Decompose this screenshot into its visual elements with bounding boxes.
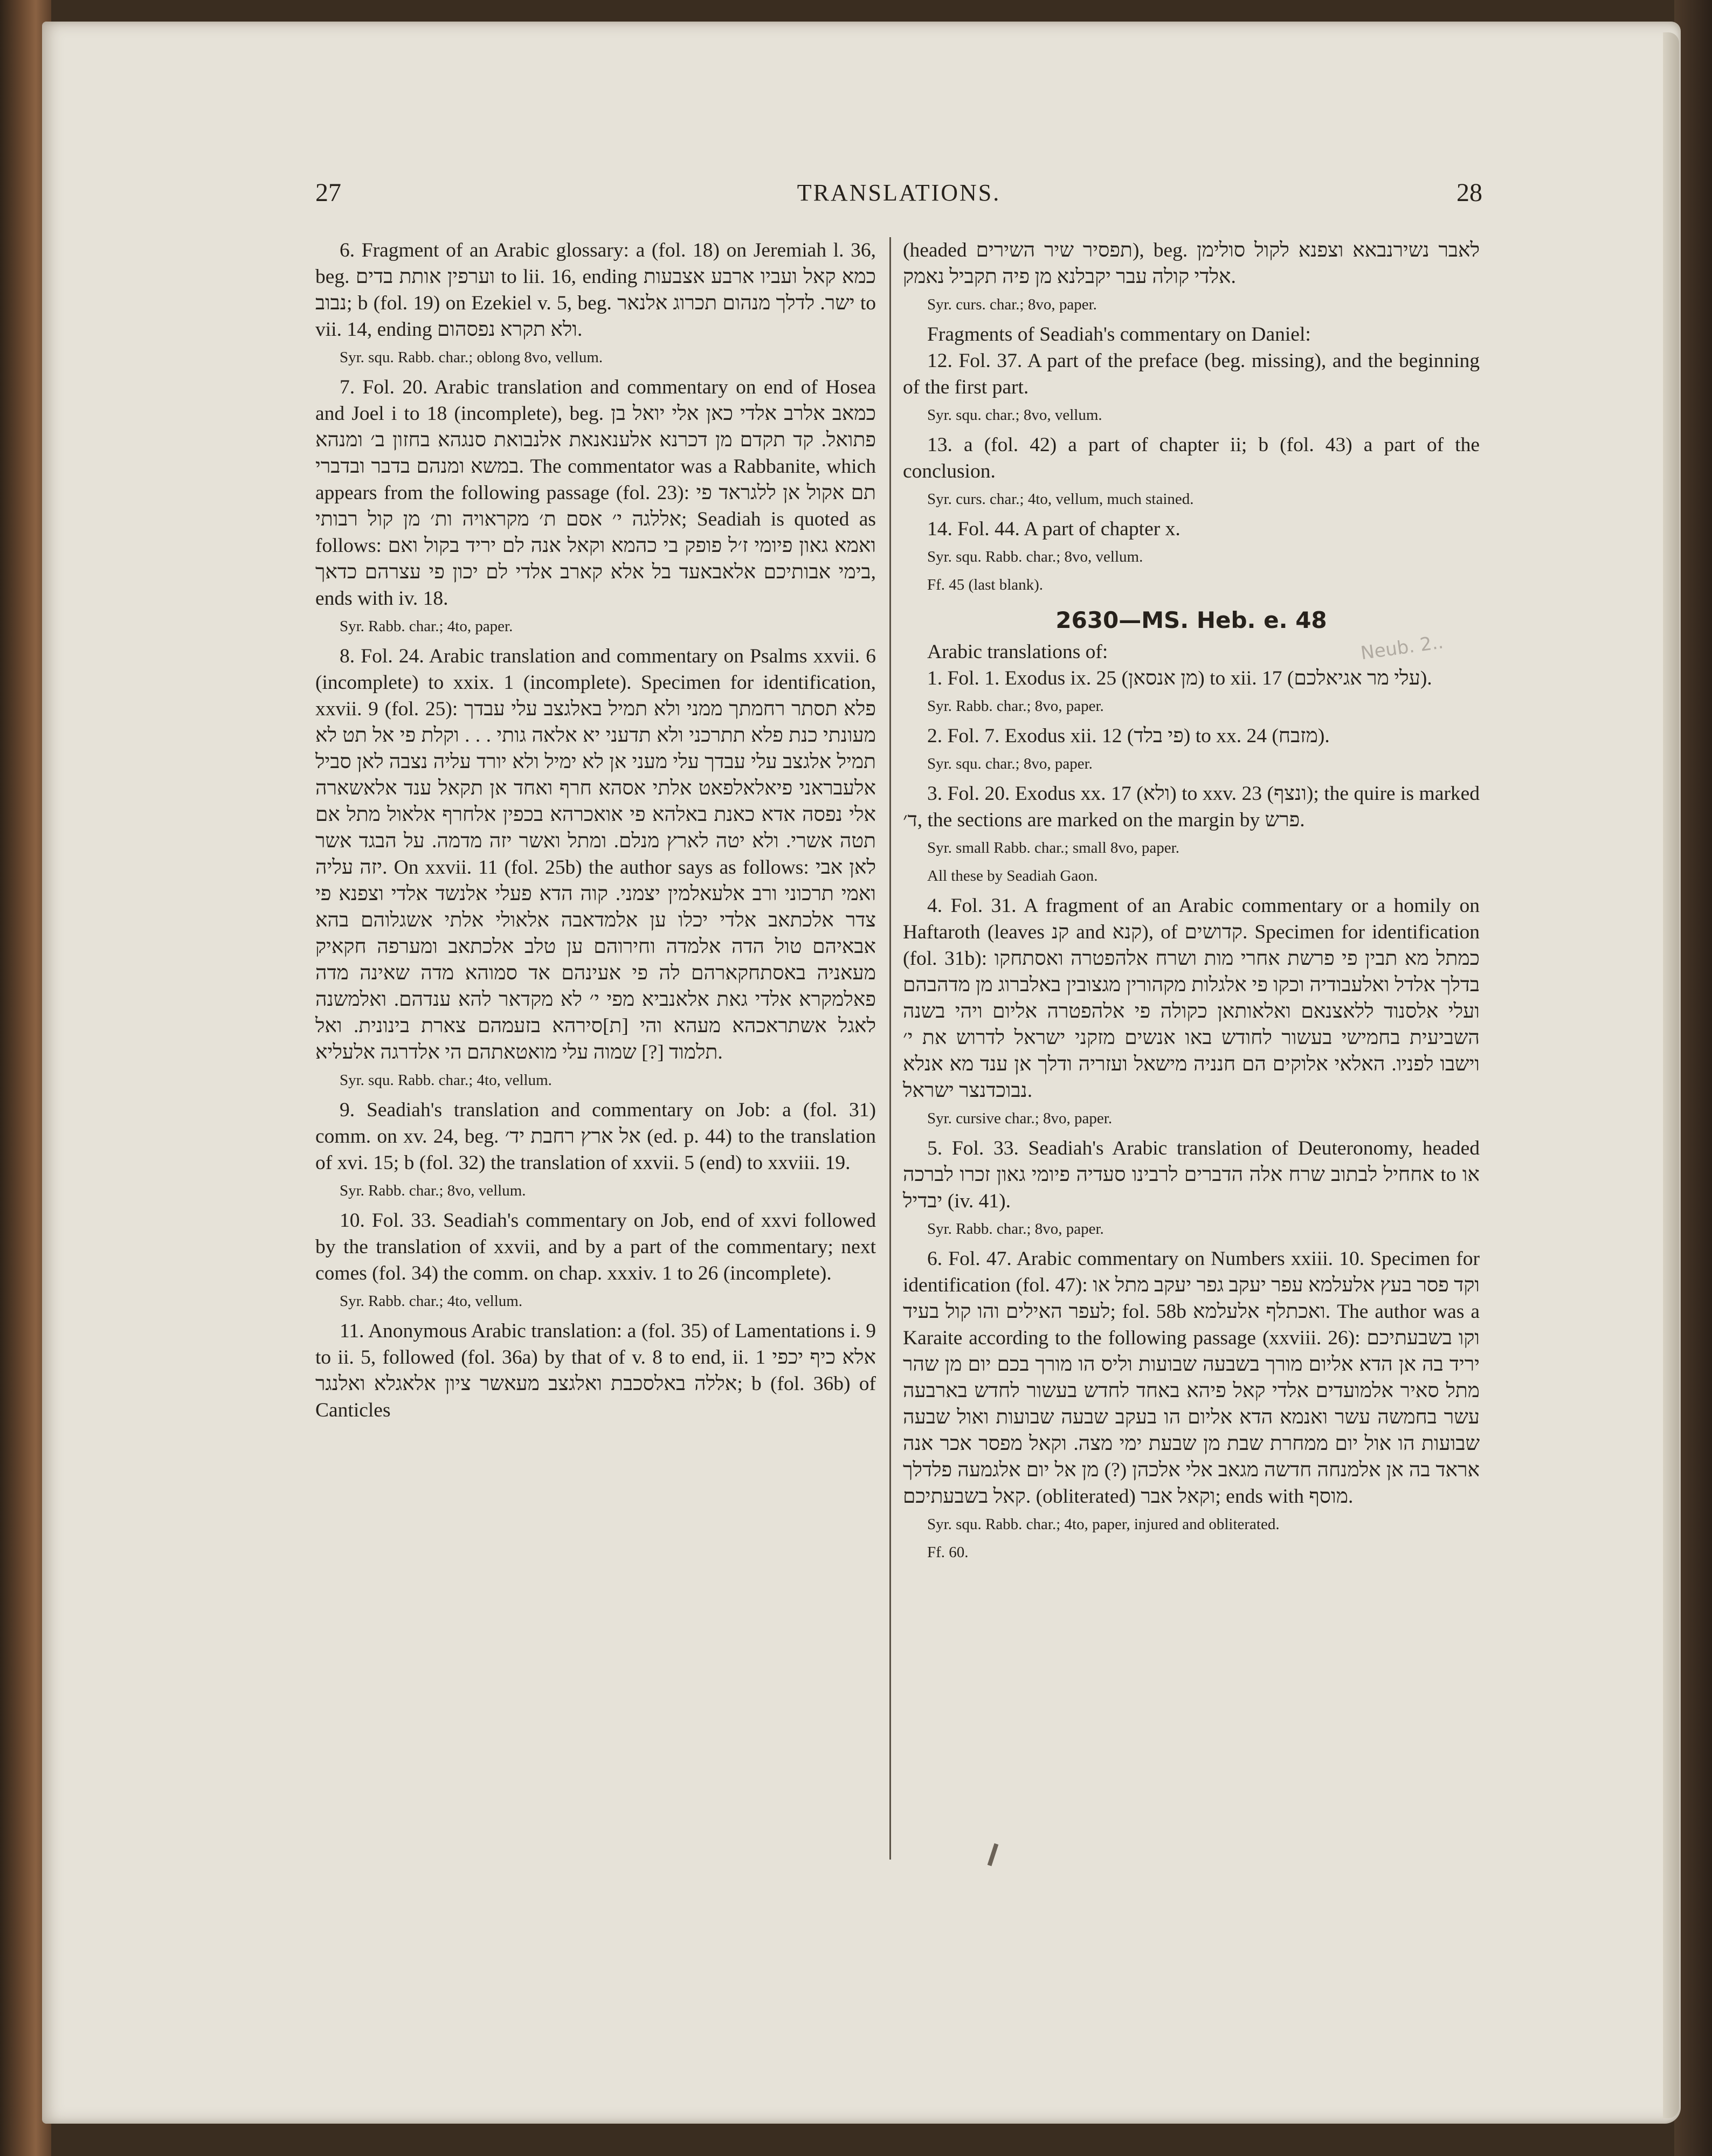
right-column bbox=[903, 237, 1480, 1569]
ms-entry-6 bbox=[903, 1246, 1480, 1564]
entry-text: 6. Fragment of an Arabic glossary: a (fol. 18) on Jeremiah l. 36, beg. וערפין אותת בדים to lii. 16, ending כמא קאל ועביו ארבע אצבעות נבוב; b (fol. 19) on Ezekiel v. 5, beg. ישר. לדלך מנהום תכרוג אלנאר to vii. 14, ending ולא תקרא נפסהום. bbox=[315, 239, 876, 341]
entry-text: 7. Fol. 20. Arabic translation and commentary on end of Hosea and Joel i to 18 (incomplete), beg. כמאב אלרב אלדי כאן אלי יואל בן פתואל. קד תקדם מן דכרנא אלענאנאת אלנבואת סנגהא בחזון ב׳ ומנהא במשא ומנהם בדבר ובדברי. The commentator was a Rabbanite, which appears from the following passage (fol. 23): תם אקול אן ללגראד פי אללגה י׳ אסם ת׳ מקראויה ות׳ מן קול רבותי; Seadiah is quoted as follows: ואמא גאון פיומי ז׳ל פופק בי כהמא וקאל אנה לם יריד בקול ואם בימי אבותיכם אלאבאעד בל אלא קארב אלדי לם יכון פי עצרהם כדאך, ends with iv. 18. bbox=[315, 376, 876, 610]
entry-note: Syr. Rabb. char.; 4to, vellum. bbox=[340, 1293, 523, 1310]
entry-text: 8. Fol. 24. Arabic translation and commentary on Psalms xxvii. 6 (incomplete) to xxix. 1 (incomplete). Specimen for identification, xxvii. 9 (fol. 25): פלא תסתר רחמתך ממני ולא תמיל באלגצב עלי עבדך מעונתי כנת פלא תתרכני ולא תדעני יא אלאה גותי . . . וקלת פי אל תט לא תמיל אלגצב עלי עבדך עלי מעני אן לא ימיל ולא יורד עליה נצבה לאן סביל אלעבראני פיאלאלפאט אלתי אסהא חרף ואחד אן תקאל ענד אלאשארה אלי נפסה אדא כאנת באלהא פי אואכרהא בכפין אלחרף אלאול מתל אם תטה אשרי. ולא יטה לארץ מנלם. ומתל ואשר יזה מדמה. על הבגד אשר יזה עליה. On xxvii. 11 (fol. 25b) the author says as follows: לאן אבי ואמי תרכוני ורב אלעאלמין יצמני. קוה הדא פעלי אלנשד אלדי וצפנא פי צדר אלכתאב אלדי יכלו ען אלמדאבה אלאולי אלתי אשגלוהם בהא אבאיהם טול הדה אלמדה וחירוהם ען טלב אלכתאב ומערפה חקאיק מעאניה באסתחקארהם לה פי אעינהם אד סמוהא מדה שאינה מדה פאלמקרא אלדי גאת אלאנביא מפי י׳ לא מקדאר להא ענדהם. ואלמשנה לאגל אשתראכהא מעהא והי [ת]סירהא בזעמהם צארת בינונית. ואל תלמוד [?] שמוה עלי מואטאתהם הי אלדרגה אלעליא. bbox=[315, 645, 876, 1063]
entry-note: Syr. curs. char.; 8vo, paper. bbox=[927, 296, 1097, 313]
entry-text: 3. Fol. 20. Exodus xx. 17 (ולא) to xxv. 23 (ונצף); the quire is marked ד׳, the sections are marked on the margin by פרש. bbox=[903, 783, 1480, 831]
page-title: TRANSLATIONS. bbox=[797, 179, 1001, 206]
entry-text: 6. Fol. 47. Arabic commentary on Numbers xxiii. 10. Specimen for identification (fol. 47): וקד פסר בעץ אלעלמא עפר יעקב גפר יעקב מתל או לעפר האילים והו קול בעיד; fol. 58b ואכתלף אלעלמא. The author was a Karaite according to the following passage (xxviii. 26): וקו בשבעתיכם יריד בה אן הדא אליום מורך בשבעה שבועות וליס הו מורך בכם יום מן שהר מתל סאיר אלמועדים אלדי קאל פיהא באחד לחדש בעשור לחדש בארבעה עשר בחמשה עשר ואנמא הדא אליום הו בעקב שבעה שבועות ואול שבעה שבועות הו אול יום ממחרת שבת מן שבעת ימי מצה. וקאל מפסר אכר אנה אראד בה אן אלמנחה חדשה מגאב אלי אלכהן (?) מן אל יום אלגמעה פלדלך קאל בשבעתיכם. (obliterated) וקאל אבר; ends with מוסף. bbox=[903, 1248, 1480, 1508]
entry-text: 10. Fol. 33. Seadiah's commentary on Job, end of xxvi followed by the translation of xxvii, and by a part of the commentary; next comes (fol. 34) the comm. on chap. xxxiv. 1 to 26 (incomplete). bbox=[315, 1210, 876, 1284]
entry-text: 12. Fol. 37. A part of the preface (beg. missing), and the beginning of the first part. bbox=[903, 350, 1480, 398]
entry-11-continued bbox=[903, 237, 1480, 316]
entry-text: 11. Anonymous Arabic translation: a (fol. 35) of Lamentations i. 9 to ii. 5, followed (fol. 36a) by that of v. 8 to end, ii. 1 אלא כיף יכפי אללה באלסכבת ואלגצב מעאשר ציון אלאגלא ואלנגר; b (fol. 36b) of Canticles bbox=[315, 1320, 876, 1421]
entry-note: Syr. Rabb. char.; 4to, paper. bbox=[340, 618, 513, 635]
entry-note: Syr. squ. char.; 8vo, paper. bbox=[927, 755, 1093, 772]
page-number-right: 28 bbox=[1456, 178, 1482, 207]
attribution-note: All these by Seadiah Gaon. bbox=[927, 867, 1098, 884]
entry-note: Syr. Rabb. char.; 8vo, paper. bbox=[927, 1220, 1104, 1238]
entry-text: Fragments of Seadiah's commentary on Daniel: bbox=[927, 323, 1311, 345]
entry-note: Syr. squ. char.; 8vo, vellum. bbox=[927, 406, 1102, 424]
entry-note: Syr. small Rabb. char.; small 8vo, paper. bbox=[927, 839, 1179, 856]
ms-entry-4 bbox=[903, 893, 1480, 1130]
entry-12 bbox=[903, 348, 1480, 426]
pencil-annotation: Neub. 2.. bbox=[1359, 631, 1445, 665]
page-number-left: 27 bbox=[315, 178, 341, 207]
entry-text: 14. Fol. 44. A part of chapter x. bbox=[927, 518, 1181, 540]
page-edge bbox=[1663, 32, 1679, 2118]
ms-entry-2 bbox=[903, 723, 1480, 775]
entry-note: Syr. cursive char.; 8vo, paper. bbox=[927, 1110, 1113, 1127]
entry-text: Arabic translations of: bbox=[927, 641, 1108, 663]
column-divider bbox=[889, 237, 891, 1860]
entry-11 bbox=[315, 1318, 876, 1423]
ms-entry-3 bbox=[903, 780, 1480, 887]
entry-note: Syr. Rabb. char.; 8vo, paper. bbox=[927, 697, 1104, 715]
manuscript-heading: 2630—MS. Heb. e. 48 bbox=[1055, 607, 1327, 633]
entry-note: Syr. squ. Rabb. char.; 8vo, vellum. bbox=[927, 548, 1143, 565]
entry-text: 4. Fol. 31. A fragment of an Arabic commentary or a homily on Haftaroth (leaves קנ and קנא), of קדושים. Specimen for identification (fol. 31b): כמתל מא תבין פי פרשת אחרי מות ושרח אלהפטרה ואסתחקו בדלך אלדל ואלעבודיה וכקו פי אלגלות מקהורין מגצובין באלברוג מן מדהבהם ועלי אלסנוד ללאצנאם ואלאותאן כקולה פי אלהפטרה אליום ויהי בשנה השביעית בחמישי בעשור לחודש באו אנשים מזקני ישראל לדרוש את י׳ וישבו לפניו. האלאי אלוקים הם חנניה מישאל ועזריה ודלך אן ענד מא אנלא נבוכדנצר ישראל. bbox=[903, 895, 1480, 1102]
entry-text: 13. a (fol. 42) a part of chapter ii; b (fol. 43) a part of the conclusion. bbox=[903, 434, 1480, 482]
entry-8 bbox=[315, 643, 876, 1091]
folio-count bbox=[903, 573, 1480, 596]
entry-note: Syr. squ. Rabb. char.; oblong 8vo, vellum. bbox=[340, 349, 603, 366]
running-head bbox=[315, 178, 1482, 216]
entry-text: (headed תפסיר שיר השירים), beg. לאבר נשירנבאא וצפנא לקול סולימן אלדי קולה עבר יקבלנא מן פיה תקביל נאמק. bbox=[903, 239, 1480, 288]
entry-note: Syr. squ. Rabb. char.; 4to, paper, injured and obliterated. bbox=[927, 1516, 1280, 1533]
entry-text: 5. Fol. 33. Seadiah's Arabic translation of Deuteronomy, headed אחחיל לבתוב שרח אלה הדברים לרבינו סעדיה פיומי גאון זכרו לברכה to או יבדיל (iv. 41). bbox=[903, 1137, 1480, 1212]
ms-entry-1 bbox=[903, 665, 1480, 717]
entry-7 bbox=[315, 374, 876, 638]
daniel-fragments-heading bbox=[903, 321, 1480, 348]
entry-13 bbox=[903, 432, 1480, 510]
entry-text: 1. Fol. 1. Exodus ix. 25 (מן אנסאן) to xii. 17 (עלי מר אגיאלכם). bbox=[927, 667, 1432, 689]
entry-note: Syr. curs. char.; 4to, vellum, much stained. bbox=[927, 490, 1194, 508]
entry-note: Syr. Rabb. char.; 8vo, vellum. bbox=[340, 1182, 526, 1199]
entry-text: 2. Fol. 7. Exodus xii. 12 (פי בלד) to xx. 24 (מזבח). bbox=[927, 725, 1330, 747]
entry-text: 9. Seadiah's translation and commentary on Job: a (fol. 31) comm. on xv. 24, beg. אל ארץ רחבת יד׳ (ed. p. 44) to the translation of xvi. 15; b (fol. 32) the translation of xxvii. 5 (end) to xxviii. 19. bbox=[315, 1099, 876, 1174]
entry-note: Syr. squ. Rabb. char.; 4to, vellum. bbox=[340, 1072, 552, 1089]
entry-9 bbox=[315, 1097, 876, 1202]
left-column bbox=[315, 237, 876, 1423]
entry-note: Ff. 45 (last blank). bbox=[927, 576, 1044, 593]
folio-count: Ff. 60. bbox=[927, 1544, 969, 1561]
entry-14 bbox=[903, 516, 1480, 568]
ms-entry-5 bbox=[903, 1135, 1480, 1240]
entry-10 bbox=[315, 1207, 876, 1312]
entry-6 bbox=[315, 237, 876, 369]
